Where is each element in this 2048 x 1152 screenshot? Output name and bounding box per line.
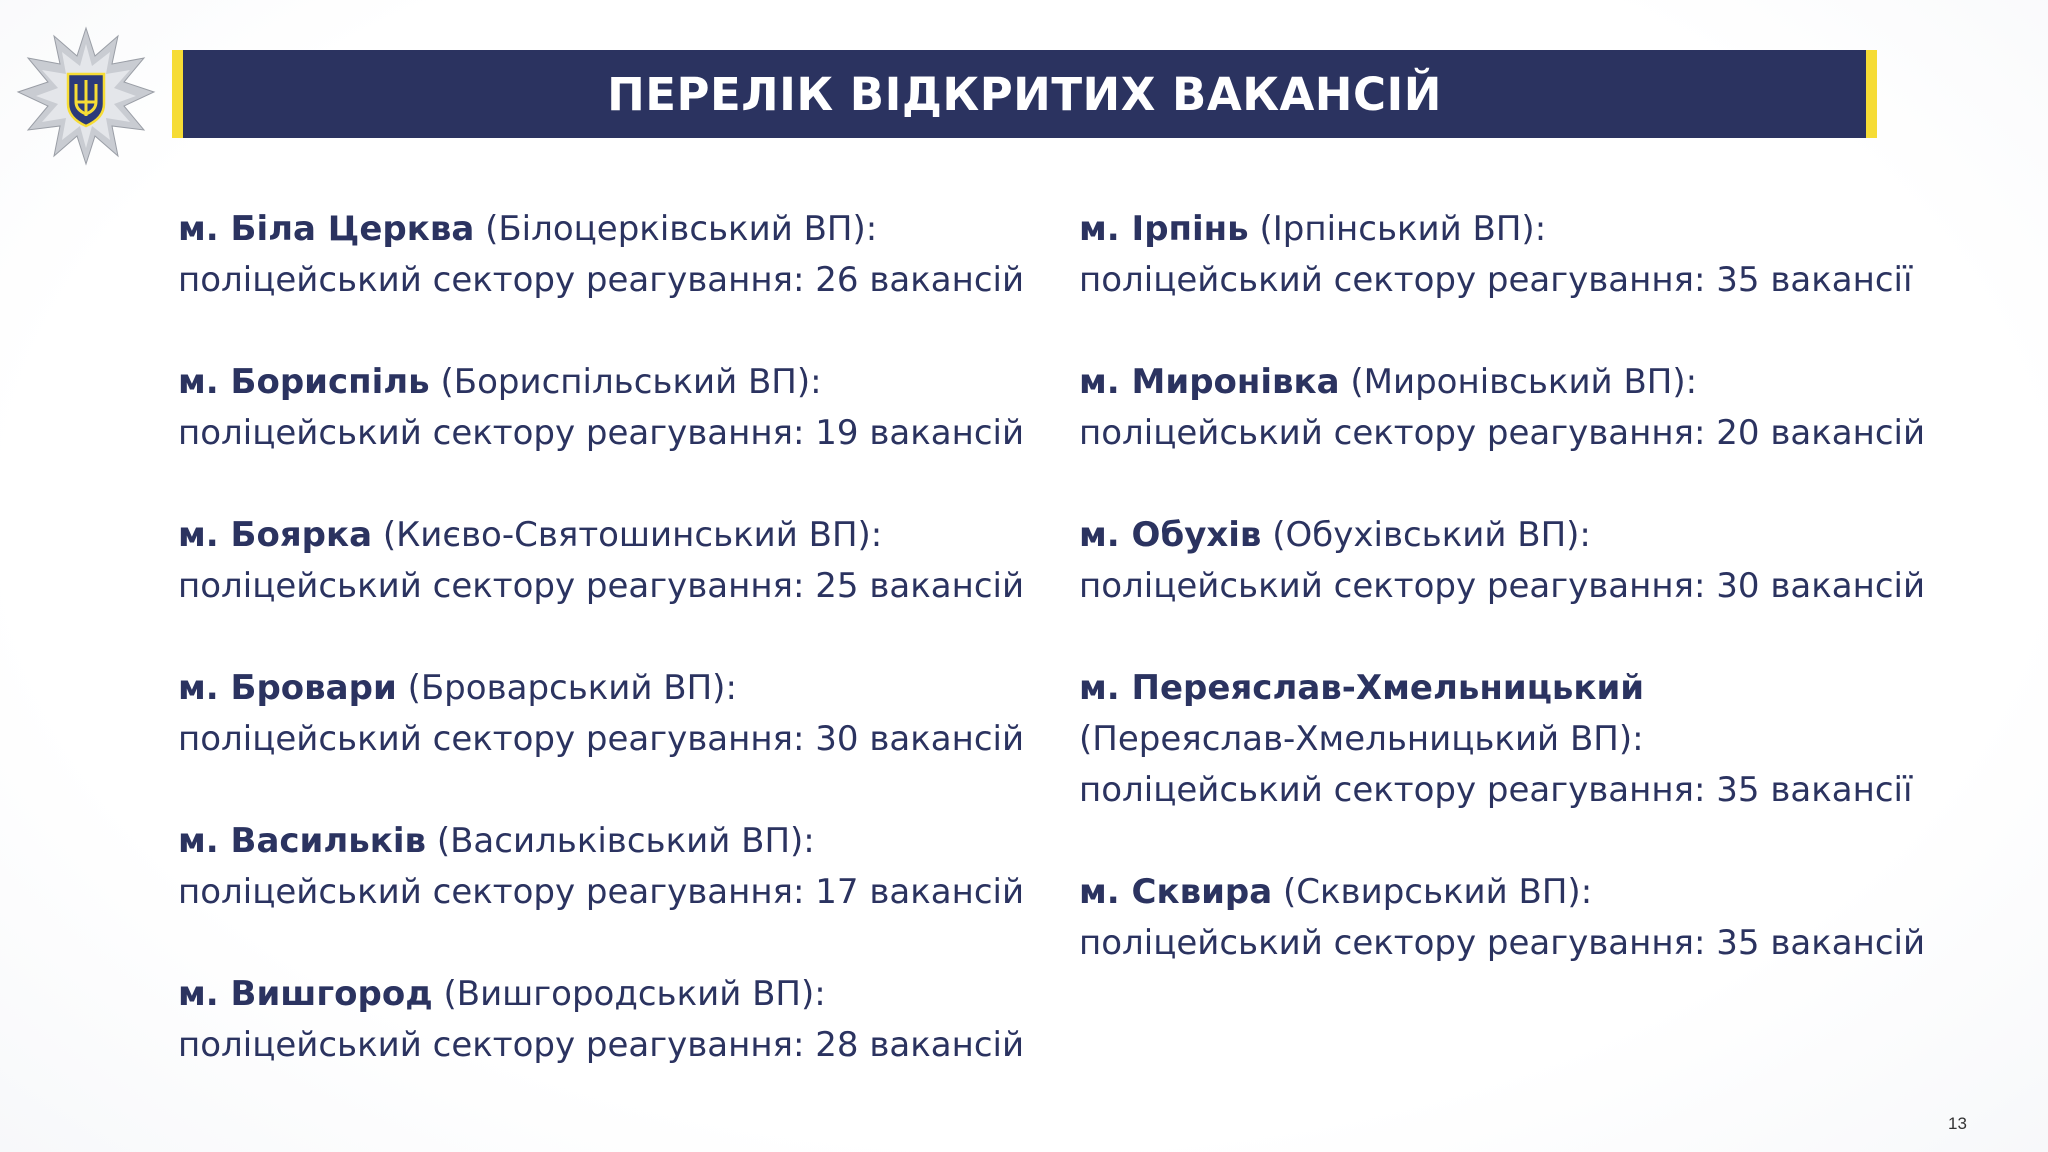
city-name: м. Сквира — [1079, 872, 1273, 912]
city-name: м. Васильків — [178, 821, 427, 861]
vacancy-entry — [178, 204, 1058, 306]
title-bar-background — [183, 50, 1866, 138]
title-bar-right-stripe — [1866, 50, 1877, 138]
page-title: ПЕРЕЛІК ВІДКРИТИХ ВАКАНСІЙ — [607, 67, 1442, 121]
police-unit: (Обухівський ВП): — [1272, 515, 1591, 555]
police-unit: (Сквирський ВП): — [1283, 872, 1593, 912]
police-unit: (Васильківський ВП): — [436, 821, 815, 861]
title-bar — [172, 50, 1877, 138]
police-unit: (Броварський ВП): — [407, 668, 737, 708]
city-name: м. Бориспіль — [178, 362, 430, 402]
vacancy-text: поліцейський сектору реагування: 30 вакансій — [1079, 566, 1926, 606]
vacancy-list-left — [178, 204, 1058, 1122]
title-bar-left-stripe — [172, 50, 183, 138]
vacancy-text: поліцейський сектору реагування: 25 вакансій — [178, 566, 1025, 606]
vacancy-list-right — [1079, 204, 1959, 1020]
city-name: м. Вишгород — [178, 974, 433, 1014]
police-unit: (Ірпінський ВП): — [1259, 209, 1547, 249]
vacancy-entry — [1079, 510, 1959, 612]
vacancy-entry — [178, 969, 1058, 1071]
vacancy-entry — [1079, 867, 1959, 969]
police-unit: (Києво-Святошинський ВП): — [382, 515, 883, 555]
vacancy-entry — [178, 357, 1058, 459]
city-name: м. Обухів — [1079, 515, 1262, 555]
vacancy-text: поліцейський сектору реагування: 20 вакансій — [1079, 413, 1926, 453]
vacancy-entry — [1079, 663, 1959, 816]
city-name: м. Переяслав-Хмельницький — [1079, 668, 1645, 708]
police-unit: (Білоцерківський ВП): — [485, 209, 878, 249]
vacancy-entry — [1079, 204, 1959, 306]
vacancy-entry — [1079, 357, 1959, 459]
police-star-trident-icon — [16, 26, 156, 166]
vacancy-text: поліцейський сектору реагування: 35 вакансії — [1079, 770, 1913, 810]
city-name: м. Миронівка — [1079, 362, 1340, 402]
vacancy-entry — [178, 663, 1058, 765]
vacancy-text: поліцейський сектору реагування: 28 вакансій — [178, 1025, 1025, 1065]
police-unit: (Миронівський ВП): — [1350, 362, 1698, 402]
police-unit: (Переяслав-Хмельницький ВП): — [1079, 719, 1644, 759]
vacancy-text: поліцейський сектору реагування: 35 вакансії — [1079, 260, 1913, 300]
page-number: 13 — [1948, 1114, 1967, 1133]
city-name: м. Ірпінь — [1079, 209, 1249, 249]
vacancy-text: поліцейський сектору реагування: 19 вакансій — [178, 413, 1025, 453]
vacancy-text: поліцейський сектору реагування: 17 вакансій — [178, 872, 1025, 912]
vacancy-text: поліцейський сектору реагування: 30 вакансій — [178, 719, 1025, 759]
police-unit: (Вишгородський ВП): — [443, 974, 826, 1014]
vacancy-text: поліцейський сектору реагування: 26 вакансій — [178, 260, 1025, 300]
city-name: м. Біла Церква — [178, 209, 475, 249]
vacancy-text: поліцейський сектору реагування: 35 вакансій — [1079, 923, 1926, 963]
police-unit: (Бориспільський ВП): — [440, 362, 822, 402]
city-name: м. Боярка — [178, 515, 373, 555]
vacancy-entry — [178, 816, 1058, 918]
city-name: м. Бровари — [178, 668, 397, 708]
vacancy-entry — [178, 510, 1058, 612]
